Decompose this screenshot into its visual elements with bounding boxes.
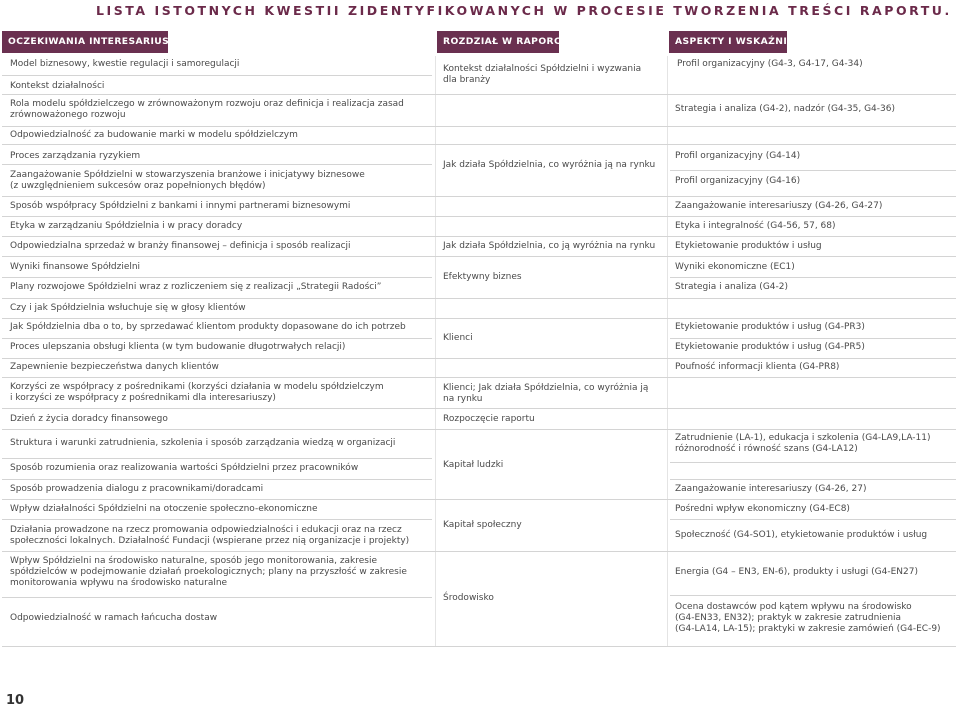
indicator-item: Wyniki ekonomiczne (EC1) [675,262,795,272]
expectation-item: zrównoważonego rozwoju [10,110,126,120]
row-divider [2,256,956,257]
expectation-item: Odpowiedzialność w ramach łańcucha dostaw [10,613,218,623]
expectation-item: Struktura i warunki zatrudnienia, szkolenia i sposób zarządzania wiedzą w organizacji [10,438,396,448]
row-divider [670,595,956,596]
chapter-item: Kapitał ludzki [443,460,504,470]
indicator-item: Etykietowanie produktów i usług [675,241,822,251]
row-divider [2,458,432,459]
indicator-item: Energia (G4 – EN3, EN-6), produkty i usługi (G4-EN27) [675,567,918,577]
row-divider [2,646,956,647]
expectation-item: Proces zarządzania ryzykiem [10,151,141,161]
expectation-item: Etyka w zarządzaniu Spółdzielnia i w pracy doradcy [10,221,243,231]
chapter-item: na rynku [443,394,483,404]
row-divider [670,338,956,339]
expectation-item: Odpowiedzialność za budowanie marki w modelu spółdzielczym [10,130,298,140]
expectation-item: Wpływ działalności Spółdzielni na otoczenie społeczno-ekonomiczne [10,504,318,514]
row-divider [2,94,956,95]
indicator-item: Poufność informacji klienta (G4-PR8) [675,362,840,372]
indicator-item: Etykietowanie produktów i usług (G4-PR5) [675,342,865,352]
expectation-item: Wyniki finansowe Spółdzielni [10,262,141,272]
indicator-item: Profil organizacyjny (G4-14) [675,151,801,161]
expectation-item: Wpływ Spółdzielni na środowisko naturalne, sposób jego monitorowania, zakresie [10,556,378,566]
indicator-item: Etyka i integralność (G4-56, 57, 68) [675,221,836,231]
row-divider [2,236,956,237]
expectation-item: Jak Spółdzielnia dba o to, by sprzedawać klientom produkty dopasowane do ich potrzeb [10,322,406,332]
expectation-item: Rola modelu spółdzielczego w zrównoważonym rozwoju oraz definicja i realizacja zasad [10,99,404,109]
row-divider [2,519,432,520]
row-divider [2,377,956,378]
row-divider [2,298,956,299]
expectation-item: Działania prowadzone na rzecz promowania odpowiedzialności i edukacji oraz na rzecz [10,525,402,535]
page-title: LISTA ISTOTNYCH KWESTII ZIDENTYFIKOWANYCH W PROCESIE TWORZENIA TREŚCI RAPORTU. [96,3,952,18]
row-divider [2,144,956,145]
expectation-item: Zapewnienie bezpieczeństwa danych klientów [10,362,219,372]
row-divider [670,479,956,480]
expectation-item: monitorowania wpływu na środowisko naturalne [10,578,228,588]
row-divider [2,429,956,430]
row-divider [670,277,956,278]
expectation-item: Proces ulepszania obsługi klienta (w tym budowanie długotrwałych relacji) [10,342,346,352]
chapter-item: Jak działa Spółdzielnia, co wyróżnia ją na rynku [443,160,656,170]
row-divider [2,75,432,76]
chapter-item: Efektywny biznes [443,272,522,282]
indicator-item: Pośredni wpływ ekonomiczny (G4-EC8) [675,504,850,514]
expectation-item: Sposób współpracy Spółdzielni z bankami i innymi partnerami biznesowymi [10,201,351,211]
row-divider [2,318,956,319]
expectation-item: Model biznesowy, kwestie regulacji i samoregulacji [10,59,240,69]
row-divider [2,164,432,165]
row-divider [670,462,956,463]
expectation-item: (z uwzględnieniem sukcesów oraz popełnionych błędów) [10,181,266,191]
indicator-item: Etykietowanie produktów i usług (G4-PR3) [675,322,865,332]
header-report-chapter: ROZDZIAŁ W RAPORCIE [437,31,559,53]
indicator-item: Społeczność (G4-SO1), etykietowanie produktów i usług [675,530,928,540]
chapter-item: Środowisko [443,593,494,603]
row-divider [670,519,956,520]
indicator-item: Profil organizacyjny (G4-3, G4-17, G4-34) [677,59,863,69]
expectation-item: Odpowiedzialna sprzedaż w branży finansowej – definicja i sposób realizacji [10,241,351,251]
row-divider [2,126,956,127]
header-aspects-indicators: ASPEKTY I WSKAŹNIKI [669,31,787,53]
indicator-item: Zaangażowanie interesariuszy (G4-26, G4-27) [675,201,883,211]
row-divider [2,408,956,409]
chapter-item: Jak działa Spółdzielnia, co ją wyróżnia na rynku [443,241,656,251]
indicator-item: Strategia i analiza (G4-2), nadzór (G4-35, G4-36) [675,104,895,114]
indicator-item: Strategia i analiza (G4-2) [675,282,789,292]
expectation-item: Dzień z życia doradcy finansowego [10,414,168,424]
indicator-item: różnorodność i równość szans (G4-LA12) [675,444,858,454]
expectation-item: społeczności lokalnych. Działalność Fundacji (wspierane przez nią organizacje i projekty) [10,536,410,546]
expectation-item: Sposób rozumienia oraz realizowania wartości Spółdzielni przez pracowników [10,463,359,473]
expectation-item: Kontekst działalności [10,81,105,91]
row-divider [2,597,432,598]
expectation-item: Zaangażowanie Spółdzielni w stowarzyszenia branżowe i inicjatywy biznesowe [10,170,365,180]
row-divider [2,499,956,500]
indicator-item: Profil organizacyjny (G4-16) [675,176,801,186]
indicator-item: Ocena dostawców pod kątem wpływu na środowisko [675,602,912,612]
row-divider [2,358,956,359]
header-stakeholder-expectations: OCZEKIWANIA INTERESARIUSZY [2,31,168,53]
row-divider [2,216,956,217]
chapter-item: Klienci [443,333,473,343]
indicator-item: (G4-EN33, EN32); praktyk w zakresie zatrudnienia [675,613,902,623]
page-number: 10 [6,693,25,708]
row-divider [2,479,432,480]
chapter-item: dla branży [443,75,491,85]
expectation-item: spółdzielców w podejmowanie działań proekologicznych; plany na przyszłość w zakresie [10,567,407,577]
row-divider [2,551,956,552]
expectation-item: Korzyści ze współpracy z pośrednikami (korzyści działania w modelu spółdzielczym [10,382,384,392]
chapter-item: Klienci; Jak działa Spółdzielnia, co wyróżnia ją [443,383,649,393]
row-divider [2,338,432,339]
row-divider [2,277,432,278]
indicator-item: (G4-LA14, LA-15); praktyki w zakresie zamówień (G4-EC-9) [675,624,941,634]
row-divider [2,196,956,197]
expectation-item: i korzyści ze współpracy z pośrednikami dla interesariuszy) [10,393,276,403]
indicator-item: Zatrudnienie (LA-1), edukacja i szkolenia (G4-LA9,LA-11) [675,433,931,443]
expectation-item: Plany rozwojowe Spółdzielni wraz z rozliczeniem się z realizacji „Strategii Radości” [10,282,382,292]
indicator-item: Zaangażowanie interesariuszy (G4-26, 27) [675,484,867,494]
chapter-item: Kapitał społeczny [443,520,522,530]
expectation-item: Sposób prowadzenia dialogu z pracownikami/doradcami [10,484,264,494]
chapter-item: Rozpoczęcie raportu [443,414,535,424]
row-divider [670,170,956,171]
chapter-item: Kontekst działalności Spółdzielni i wyzwania [443,64,642,74]
expectation-item: Czy i jak Spółdzielnia wsłuchuje się w głosy klientów [10,303,246,313]
